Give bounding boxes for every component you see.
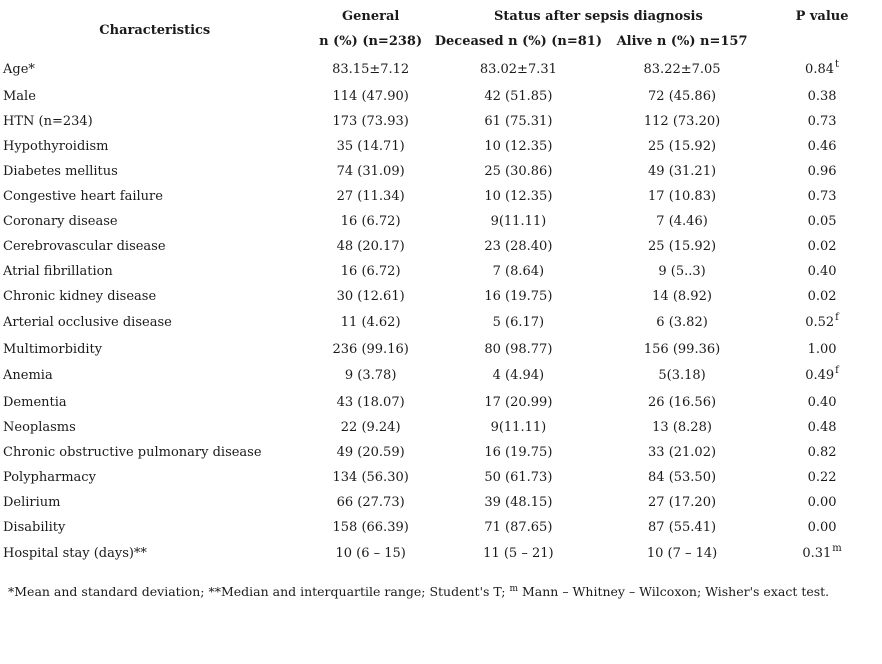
general-value: 11 (4.62) [340, 315, 401, 330]
p-value-cell [762, 390, 882, 415]
header-general: General [342, 9, 400, 24]
row-label: Coronary disease [3, 213, 118, 229]
p-value: 0.40 [807, 394, 837, 410]
alive-value: 112 (73.20) [643, 113, 721, 129]
table-row [3, 362, 882, 390]
deceased-value: 25 (30.86) [484, 163, 553, 179]
row-label: Arterial occlusive disease [3, 315, 172, 330]
p-value-cell [762, 309, 882, 337]
row-label: Chronic kidney disease [3, 288, 157, 304]
p-value: 0.52 [805, 315, 835, 330]
table-body [3, 56, 882, 568]
table-row [3, 159, 882, 184]
header-deceased-sub: Deceased n (%) (n=81) [434, 34, 603, 49]
header-p-value-sub [762, 28, 882, 56]
alive-value: 17 (10.83) [648, 188, 717, 204]
p-value: 0.84 [805, 62, 834, 77]
table-row [3, 259, 882, 284]
p-value-test-marker: f [835, 365, 839, 376]
deceased-value: 9(11.11) [490, 419, 547, 435]
table-row [3, 109, 882, 134]
p-value-test-marker: m [832, 543, 842, 554]
p-value-cell [762, 490, 882, 515]
header-general-sub: n (%) (n=238) [319, 34, 423, 49]
table-row [3, 309, 882, 337]
general-value: 43 (18.07) [336, 394, 405, 410]
general-value: 66 (27.73) [336, 494, 405, 510]
table-row [3, 337, 882, 362]
p-value-cell [762, 362, 882, 390]
table-footnote [8, 584, 829, 599]
alive-value: 14 (8.92) [652, 288, 712, 304]
deceased-value: 4 (4.94) [492, 368, 545, 383]
p-value: 0.00 [807, 519, 837, 535]
row-label: Diabetes mellitus [3, 163, 118, 179]
footnote-part-1: *Mean and standard deviation; **Median and interquartile range; Student's T; [8, 584, 510, 599]
alive-value: 27 (17.20) [648, 494, 717, 510]
row-label: Hospital stay (days)** [3, 546, 147, 561]
p-value-cell [762, 465, 882, 490]
row-label: Dementia [3, 394, 67, 410]
p-value-cell [762, 56, 882, 84]
header-status-group: Status after sepsis diagnosis [494, 9, 703, 24]
deceased-value: 16 (19.75) [484, 288, 553, 304]
general-value: 83.15±7.12 [332, 62, 410, 77]
row-label: Multimorbidity [3, 341, 103, 357]
alive-value: 5(3.18) [658, 368, 706, 383]
general-value: 48 (20.17) [336, 238, 405, 254]
deceased-value: 16 (19.75) [484, 444, 553, 460]
deceased-value: 61 (75.31) [484, 113, 553, 129]
p-value-cell [762, 84, 882, 109]
p-value: 0.02 [807, 238, 837, 254]
deceased-value: 23 (28.40) [484, 238, 553, 254]
p-value-cell [762, 134, 882, 159]
p-value-cell [762, 337, 882, 362]
p-value: 0.46 [807, 138, 837, 154]
general-value: 30 (12.61) [336, 288, 405, 304]
p-value-cell [762, 515, 882, 540]
table-row [3, 465, 882, 490]
table-row [3, 540, 882, 568]
row-label: Neoplasms [3, 419, 76, 435]
alive-value: 87 (55.41) [648, 519, 717, 535]
row-label: Atrial fibrillation [3, 263, 113, 279]
p-value: 0.38 [807, 88, 837, 104]
p-value-test-marker: t [835, 59, 840, 70]
row-label: Cerebrovascular disease [3, 238, 166, 254]
deceased-value: 42 (51.85) [484, 88, 553, 104]
row-label: Age* [3, 62, 35, 77]
alive-value: 13 (8.28) [652, 419, 712, 435]
p-value-cell [762, 234, 882, 259]
p-value: 0.22 [807, 469, 837, 485]
general-value: 22 (9.24) [340, 419, 401, 435]
p-value: 0.31 [802, 546, 832, 561]
row-label: Disability [3, 519, 66, 535]
p-value: 0.82 [807, 444, 837, 460]
deceased-value: 80 (98.77) [484, 341, 553, 357]
alive-value: 84 (53.50) [648, 469, 717, 485]
alive-value: 9 (5..3) [658, 263, 706, 279]
table-row [3, 440, 882, 465]
alive-value: 49 (31.21) [648, 163, 717, 179]
general-value: 35 (14.71) [336, 138, 405, 154]
footnote-superscript: m [509, 584, 519, 594]
general-value: 173 (73.93) [332, 113, 409, 129]
general-value: 9 (3.78) [344, 368, 397, 383]
alive-value: 6 (3.82) [656, 315, 708, 330]
table-row [3, 515, 882, 540]
p-value: 0.73 [807, 188, 837, 204]
table-row [3, 284, 882, 309]
table-row [3, 84, 882, 109]
row-label: HTN (n=234) [3, 113, 93, 129]
p-value-cell [762, 440, 882, 465]
row-label: Male [3, 88, 36, 104]
row-label: Congestive heart failure [3, 188, 163, 204]
table-row [3, 134, 882, 159]
row-label: Anemia [3, 368, 53, 383]
general-value: 49 (20.59) [336, 444, 405, 460]
p-value-cell [762, 209, 882, 234]
alive-value: 25 (15.92) [648, 138, 717, 154]
general-value: 16 (6.72) [340, 213, 401, 229]
general-value: 16 (6.72) [340, 263, 401, 279]
p-value: 0.96 [807, 163, 837, 179]
header-p-value: P value [795, 9, 849, 24]
general-value: 236 (99.16) [332, 341, 409, 357]
p-value-cell [762, 109, 882, 134]
general-value: 27 (11.34) [336, 188, 405, 204]
general-value: 114 (47.90) [332, 88, 409, 104]
table-row [3, 56, 882, 84]
p-value: 0.02 [807, 288, 837, 304]
p-value: 0.73 [807, 113, 837, 129]
deceased-value: 39 (48.15) [484, 494, 553, 510]
p-value-cell [762, 284, 882, 309]
alive-value: 33 (21.02) [648, 444, 717, 460]
header-characteristics: Characteristics [99, 23, 211, 38]
general-value: 74 (31.09) [336, 163, 405, 179]
alive-value: 26 (16.56) [648, 394, 717, 410]
alive-value: 25 (15.92) [648, 238, 717, 254]
table-header [3, 6, 882, 56]
deceased-value: 5 (6.17) [492, 315, 545, 330]
table-row [3, 184, 882, 209]
deceased-value: 83.02±7.31 [479, 62, 557, 77]
p-value-cell [762, 259, 882, 284]
row-label: Delirium [3, 494, 61, 510]
deceased-value: 71 (87.65) [484, 519, 553, 535]
deceased-value: 11 (5 – 21) [483, 546, 554, 561]
deceased-value: 50 (61.73) [484, 469, 553, 485]
alive-value: 72 (45.86) [648, 88, 717, 104]
p-value: 0.00 [807, 494, 837, 510]
deceased-value: 10 (12.35) [484, 188, 553, 204]
deceased-value: 17 (20.99) [484, 394, 553, 410]
alive-value: 7 (4.46) [656, 213, 708, 229]
p-value-cell [762, 415, 882, 440]
table-row [3, 234, 882, 259]
table-row [3, 390, 882, 415]
deceased-value: 10 (12.35) [484, 138, 553, 154]
p-value-test-marker: f [835, 312, 839, 323]
row-label: Chronic obstructive pulmonary disease [3, 444, 262, 460]
table-row [3, 209, 882, 234]
characteristics-table [3, 6, 882, 568]
p-value: 1.00 [807, 341, 837, 357]
p-value: 0.48 [807, 419, 837, 435]
row-label: Polypharmacy [3, 469, 96, 485]
table-row [3, 490, 882, 515]
p-value-cell [762, 540, 882, 568]
p-value: 0.49 [805, 368, 835, 383]
alive-value: 83.22±7.05 [643, 62, 721, 77]
general-value: 134 (56.30) [332, 469, 409, 485]
alive-value: 156 (99.36) [643, 341, 721, 357]
deceased-value: 7 (8.64) [492, 263, 545, 279]
p-value-cell [762, 159, 882, 184]
general-value: 10 (6 – 15) [335, 546, 406, 561]
header-alive-sub: Alive n (%) n=157 [616, 34, 748, 49]
footnote-part-2: Mann – Whitney – Wilcoxon; Wisher's exact test. [518, 584, 830, 599]
general-value: 158 (66.39) [332, 519, 409, 535]
table-row [3, 415, 882, 440]
p-value: 0.05 [807, 213, 837, 229]
row-label: Hypothyroidism [3, 138, 109, 154]
p-value: 0.40 [807, 263, 837, 279]
deceased-value: 9(11.11) [490, 213, 547, 229]
p-value-cell [762, 184, 882, 209]
alive-value: 10 (7 – 14) [646, 546, 718, 561]
